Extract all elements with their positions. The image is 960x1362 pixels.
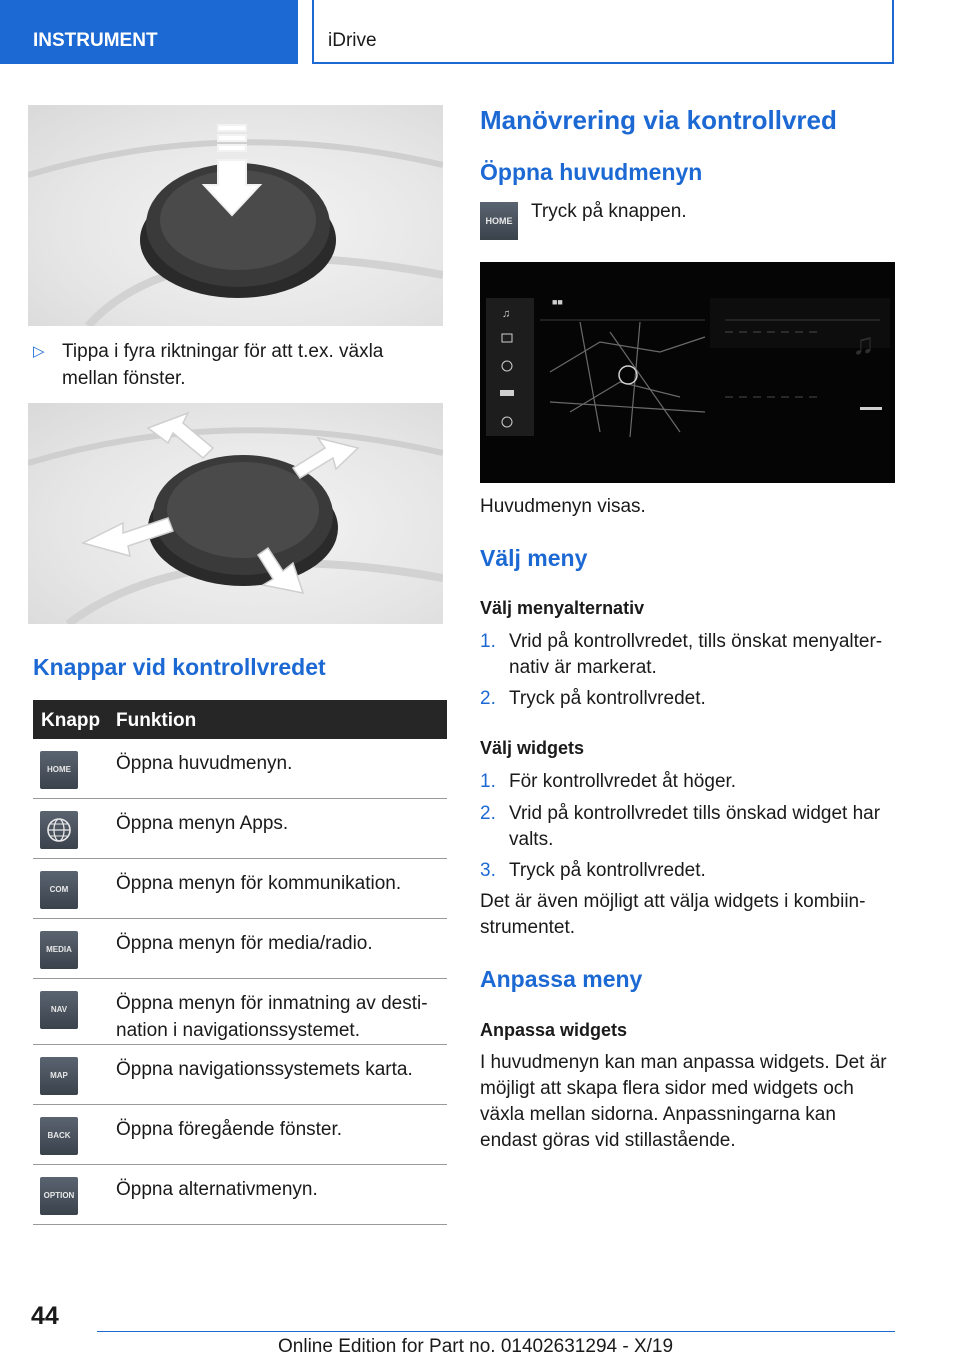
table-row <box>33 919 447 979</box>
home-button-icon: HOME <box>40 751 78 789</box>
chapter-label: iDrive <box>328 30 377 51</box>
heading-adjust-widgets: Anpassa widgets <box>480 1020 628 1040</box>
step-number: 2. <box>480 688 496 709</box>
triangle-bullet-icon: ▷ <box>33 343 45 360</box>
section-title-buttons: Knappar vid kontrollvredet <box>33 654 326 680</box>
list-item <box>480 858 895 884</box>
subtitle-select-menu: Välj meny <box>480 545 588 571</box>
step-text: Tryck på kontrollvredet. <box>509 688 706 709</box>
step-text: För kontrollvredet åt höger. <box>509 771 737 792</box>
table-row <box>33 979 447 1045</box>
heading-select-menu-item: Välj menyalternativ <box>480 598 645 618</box>
function-text: Öppna menyn för inmatning av destination i navigationssystemet. <box>116 993 428 1041</box>
bullet-item <box>33 338 443 392</box>
menu-shown-text: Huvudmenyn visas. <box>480 496 646 517</box>
function-text: Öppna menyn för kommunikation. <box>116 873 402 894</box>
table-row <box>33 1045 447 1105</box>
col-header-function: Funktion <box>116 710 197 731</box>
function-text: Öppna föregående fönster. <box>116 1119 343 1140</box>
edition-text: Online Edition for Part no. 01402631294 - X/19 <box>278 1336 674 1357</box>
map-button-icon: MAP <box>40 1057 78 1095</box>
list-item <box>480 801 895 853</box>
table-row <box>33 739 447 799</box>
table-row <box>33 1165 447 1225</box>
function-text: Öppna menyn för media/radio. <box>116 933 373 954</box>
home-button-icon: HOME <box>480 202 518 240</box>
main-title: Manövrering via kontrollvred <box>480 105 837 135</box>
buttons-table <box>33 700 447 1225</box>
list-item <box>480 769 895 795</box>
table-row <box>33 1105 447 1165</box>
subtitle-adjust-menu: Anpassa meny <box>480 966 643 992</box>
back-button-icon: BACK <box>40 1117 78 1155</box>
table-row <box>33 859 447 919</box>
main-menu-screen-image <box>480 262 895 483</box>
controller-tilt-image <box>28 403 443 624</box>
com-button-icon: COM <box>40 871 78 909</box>
list-item <box>480 629 895 681</box>
svg-text:■■: ■■ <box>552 297 563 307</box>
chapter-tab <box>312 0 894 64</box>
bullet-text: Tippa i fyra riktningar för att t.ex. växla mellan fönster. <box>62 341 384 389</box>
table-row <box>33 799 447 859</box>
step-number: 1. <box>480 771 496 792</box>
section-tab <box>0 0 298 64</box>
step-text: Vrid på kontrollvredet, tills önskat menyalternativ är markerat. <box>509 631 883 678</box>
svg-text:♫: ♫ <box>502 308 511 320</box>
footer-divider <box>97 1331 895 1332</box>
step-number: 2. <box>480 803 496 824</box>
adjust-widgets-text: I huvudmenyn kan man anpassa widgets. Det är möjligt att skapa flera sidor med widgets och växla mellan sidorna. Anpassningarna kan endast göras vid stillastående. <box>480 1052 887 1151</box>
list-item <box>480 686 895 712</box>
col-header-button: Knapp <box>41 710 101 731</box>
step-number: 1. <box>480 631 496 652</box>
table-header <box>33 700 447 739</box>
step-text: Vrid på kontrollvredet tills önskad widget har valts. <box>509 803 881 850</box>
heading-select-widgets: Välj widgets <box>480 738 585 758</box>
widgets-note: Det är även möjligt att välja widgets i kombiinstrumentet. <box>480 891 866 938</box>
step-number: 3. <box>480 860 496 881</box>
subtitle-open-main-menu: Öppna huvudmenyn <box>480 159 703 185</box>
media-button-icon: MEDIA <box>40 931 78 969</box>
function-text: Öppna huvudmenyn. <box>116 753 293 774</box>
option-button-icon: OPTION <box>40 1177 78 1215</box>
function-text: Öppna alternativmenyn. <box>116 1179 318 1200</box>
step-text: Tryck på kontrollvredet. <box>509 860 706 881</box>
nav-button-icon: NAV <box>40 991 78 1029</box>
section-label: INSTRUMENT <box>33 30 158 51</box>
controller-press-image <box>28 105 443 326</box>
apps-globe-button-icon <box>40 811 78 849</box>
page-number: 44 <box>31 1302 59 1330</box>
svg-text:♫: ♫ <box>852 328 875 361</box>
function-text: Öppna menyn Apps. <box>116 813 289 834</box>
press-button-text: Tryck på knappen. <box>531 201 687 222</box>
function-text: Öppna navigationssystemets karta. <box>116 1059 413 1080</box>
